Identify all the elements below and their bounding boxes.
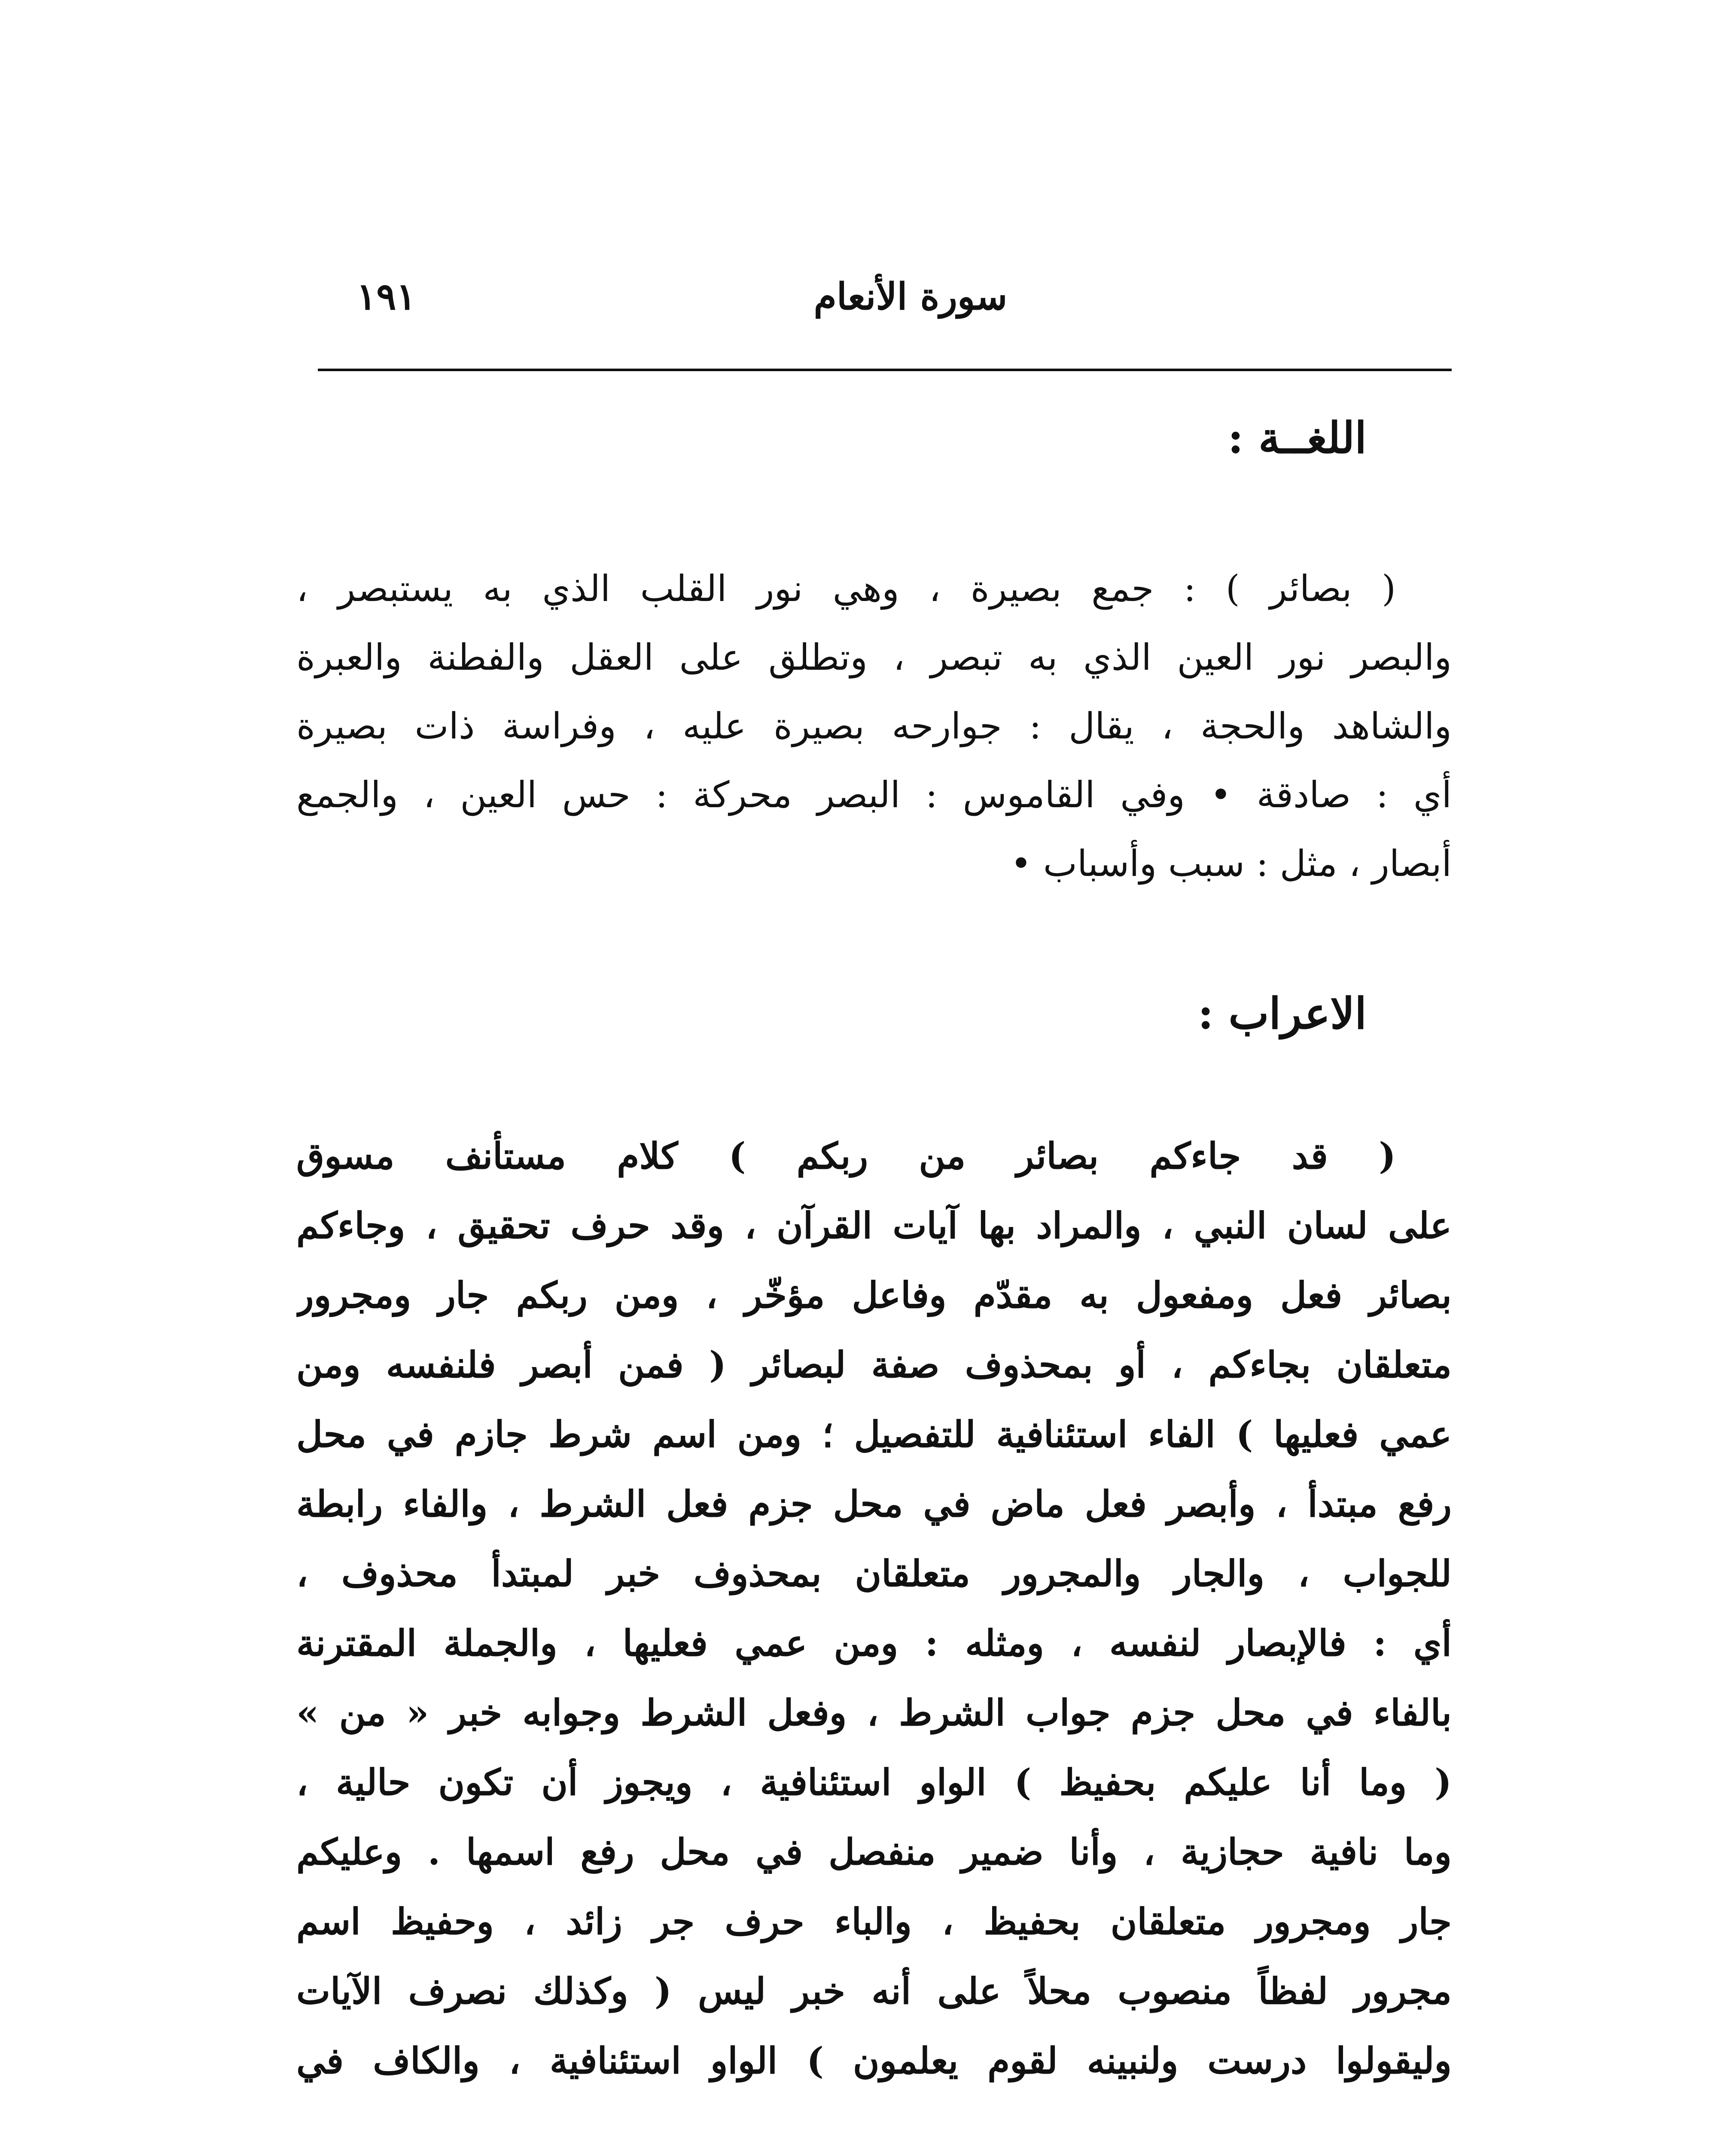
section-heading-grammar: الاعراب :: [1197, 988, 1367, 1039]
text-line: وليقولوا درست ولنبينه لقوم يعلمون ) الواو استئنافية ، والكاف في: [296, 2039, 1452, 2082]
text-line: للجواب ، والجار والمجرور متعلقان بمحذوف خبر لمبتدأ محذوف ،: [296, 1552, 1452, 1595]
text-line: أي : فالإبصار لنفسه ، ومثله : ومن عمي فعليها ، والجملة المقترنة: [296, 1622, 1452, 1664]
text-line: ( بصائر ) : جمع بصيرة ، وهي نور القلب الذي به يستبصر ،: [296, 568, 1396, 610]
paragraph-grammar: [296, 1121, 1452, 2096]
page-number: ١٩١: [356, 275, 416, 318]
text-line: بالفاء في محل جزم جواب الشرط ، وفعل الشرط وجوابه خبر « من »: [296, 1691, 1452, 1734]
text-line: أي : صادقة • وفي القاموس : البصر محركة : حس العين ، والجمع: [296, 774, 1452, 816]
page-title: سورة الأنعام: [813, 275, 1008, 318]
text-line: متعلقان بجاءكم ، أو بمحذوف صفة لبصائر ( فمن أبصر فلنفسه ومن: [296, 1343, 1452, 1386]
text-line: والشاهد والحجة ، يقال : جوارحه بصيرة عليه ، وفراسة ذات بصيرة: [296, 705, 1452, 747]
text-line: أبصار ، مثل : سبب وأسباب •: [1010, 842, 1452, 885]
text-line: على لسان النبي ، والمراد بها آيات القرآن ، وقد حرف تحقيق ، وجاءكم: [296, 1204, 1452, 1247]
text-line: ( قد جاءكم بصائر من ربكم ) كلام مستأنف مسوق: [296, 1135, 1396, 1177]
text-line: جار ومجرور متعلقان بحفيظ ، والباء حرف جر زائد ، وحفيظ اسم: [296, 1900, 1452, 1943]
text-line: رفع مبتدأ ، وأبصر فعل ماض في محل جزم فعل الشرط ، والفاء رابطة: [296, 1483, 1452, 1525]
text-line: ( وما أنا عليكم بحفيظ ) الواو استئنافية ، ويجوز أن تكون حالية ،: [296, 1761, 1452, 1803]
running-header: [318, 266, 1452, 344]
text-line: والبصر نور العين الذي به تبصر ، وتطلق على العقل والفطنة والعبرة: [296, 636, 1452, 678]
header-divider: [318, 369, 1452, 371]
text-line: بصائر فعل ومفعول به مقدّم وفاعل مؤخّر ، ومن ربكم جار ومجرور: [296, 1274, 1452, 1316]
text-line: وما نافية حجازية ، وأنا ضمير منفصل في محل رفع اسمها . وعليكم: [296, 1831, 1452, 1873]
text-line: عمي فعليها ) الفاء استئنافية للتفصيل ؛ ومن اسم شرط جازم في محل: [296, 1413, 1452, 1455]
text-line: مجرور لفظاً منصوب محلاً على أنه خبر ليس ( وكذلك نصرف الآيات: [296, 1970, 1452, 2012]
paragraph-language: [296, 554, 1452, 898]
section-heading-language: اللغــة :: [1227, 412, 1367, 463]
